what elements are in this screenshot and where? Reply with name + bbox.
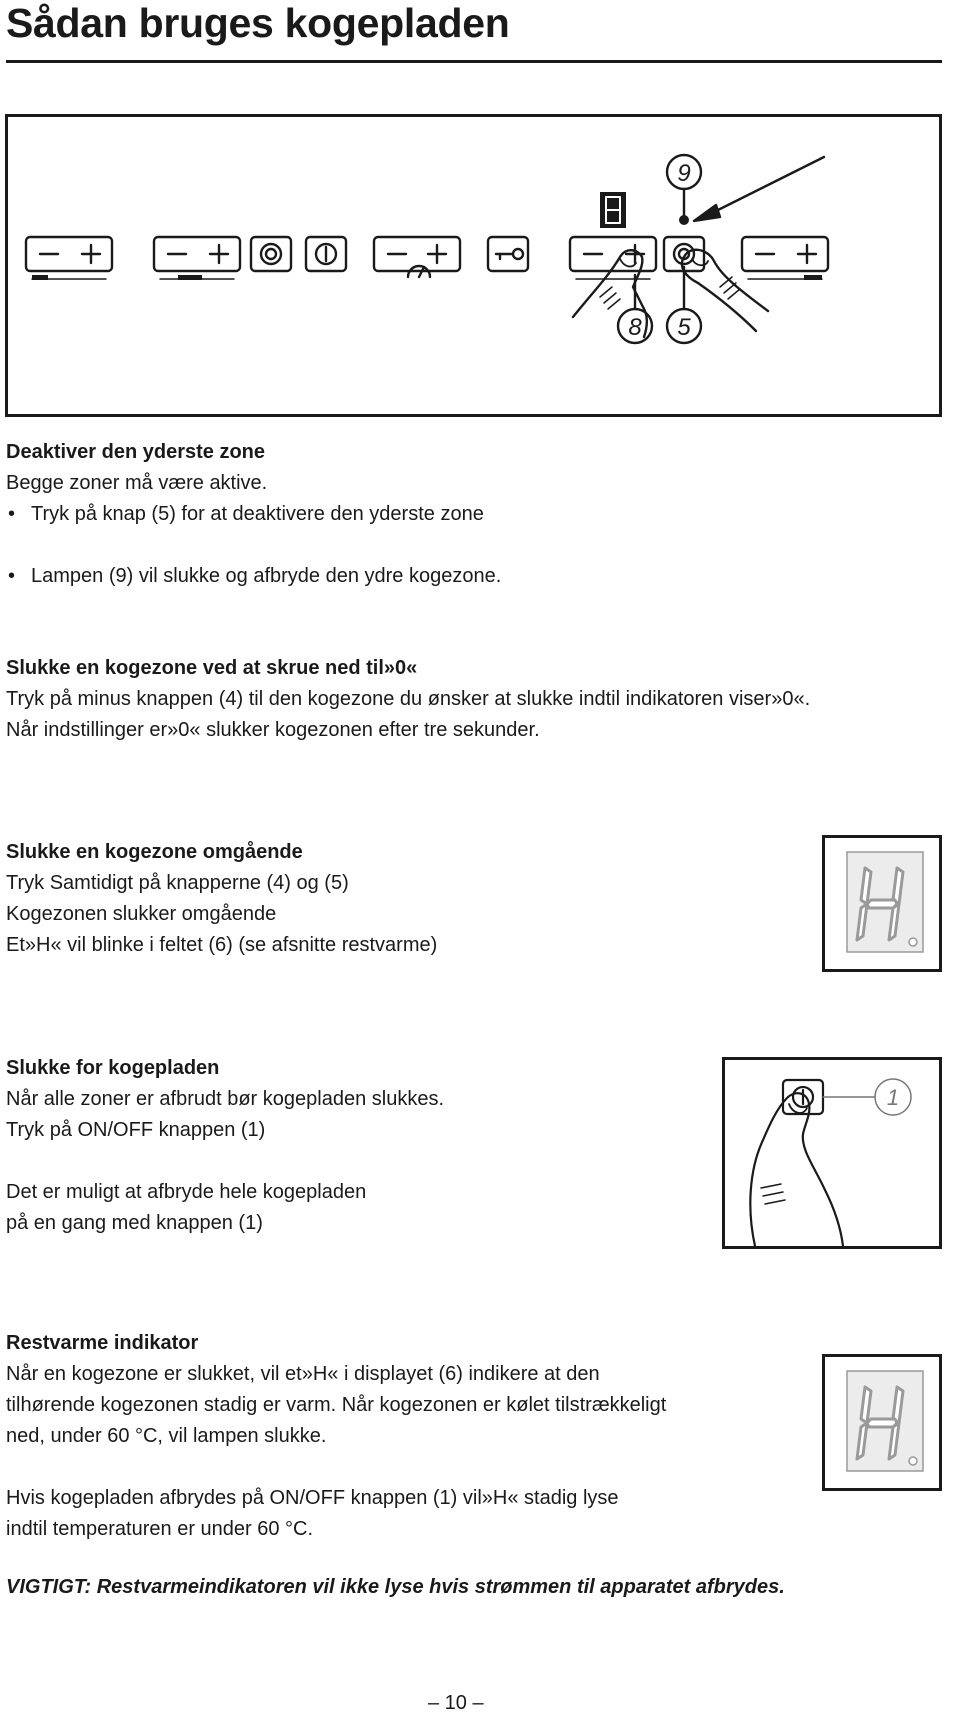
section-5-line-5: Hvis kogepladen afbrydes på ON/OFF knappen (1) vil»H« stadig lyse bbox=[6, 1487, 619, 1509]
section-2-line-1: Tryk på minus knappen (4) til den kogezone du ønsker at slukke indtil indikatoren viser»0«. bbox=[6, 688, 811, 710]
section-1-bullet-2 bbox=[6, 561, 960, 592]
section-2-heading: Slukke en kogezone ved at skrue ned til»0« bbox=[6, 657, 418, 679]
section-3-line-1: Tryk Samtidigt på knapperne (4) og (5) bbox=[6, 872, 349, 894]
section-4-heading: Slukke for kogepladen bbox=[6, 1057, 220, 1079]
dual-zone-button-icon bbox=[251, 237, 291, 271]
section-3-line-3: Et»H« vil blinke i feltet (6) (se afsnitte restvarme) bbox=[6, 934, 438, 956]
section-4-line-5: på en gang med knappen (1) bbox=[6, 1212, 263, 1234]
section-5-line-3: ned, under 60 °C, vil lampen slukke. bbox=[6, 1425, 327, 1447]
section-5-line-2: tilhørende kogezonen stadig er varm. Når kogezonen er kølet tilstrækkeligt bbox=[6, 1394, 667, 1416]
section-4-line-2: Tryk på ON/OFF knappen (1) bbox=[6, 1119, 266, 1141]
bullet-icon: • bbox=[8, 565, 16, 587]
section-2-line-2: Når indstillinger er»0« slukker kogezonen efter tre sekunder. bbox=[6, 719, 540, 741]
section-3-line-2: Kogezonen slukker omgående bbox=[6, 903, 277, 925]
section-5-line-1: Når en kogezone er slukket, vil et»H« i displayet (6) indikere at den bbox=[6, 1363, 600, 1385]
zone-2-plusminus-icon bbox=[154, 237, 240, 280]
callout-1-label: 1 bbox=[886, 1085, 900, 1110]
bullet-text: Lampen (9) vil slukke og afbryde den ydre kogezone. bbox=[31, 565, 502, 587]
on-off-button-icon bbox=[306, 237, 346, 271]
page-number: – 10 – bbox=[428, 1692, 484, 1714]
h-display-figure-1 bbox=[822, 835, 942, 972]
key-lock-button-icon bbox=[488, 237, 528, 271]
callout-9-label: 9 bbox=[677, 160, 691, 187]
section-5-line-6: indtil temperaturen er under 60 °C. bbox=[6, 1518, 314, 1540]
zone-4-plusminus-icon bbox=[742, 237, 828, 280]
bullet-icon: • bbox=[8, 503, 16, 525]
page-title: Sådan bruges kogepladen bbox=[6, 0, 510, 46]
zone-1-plusminus-icon bbox=[26, 237, 112, 280]
h-display-figure-2 bbox=[822, 1354, 942, 1491]
callout-8-label: 8 bbox=[628, 314, 642, 341]
section-4-line-1: Når alle zoner er afbrudt bør kogepladen slukkes. bbox=[6, 1088, 445, 1110]
callout-5-label: 5 bbox=[677, 314, 691, 341]
control-panel-figure bbox=[5, 114, 942, 417]
bullet-text: Tryk på knap (5) for at deaktivere den yderste zone bbox=[31, 503, 484, 525]
seven-segment-display-icon bbox=[600, 192, 626, 228]
timer-plusminus-icon bbox=[374, 237, 460, 277]
section-3-heading: Slukke en kogezone omgående bbox=[6, 841, 303, 863]
section-1-heading: Deaktiver den yderste zone bbox=[6, 441, 265, 463]
title-rule bbox=[6, 60, 942, 63]
finger-icon bbox=[750, 1093, 843, 1246]
lamp-9-indicator-icon bbox=[679, 215, 689, 225]
on-off-press-figure bbox=[722, 1057, 942, 1249]
section-5-heading: Restvarme indikator bbox=[6, 1332, 199, 1354]
warning-text: VIGTIGT: Restvarmeindikatoren vil ikke lyse hvis strømmen til apparatet afbrydes. bbox=[6, 1576, 785, 1598]
section-1-bullet-1 bbox=[6, 499, 960, 530]
section-1-line-1: Begge zoner må være aktive. bbox=[6, 472, 268, 494]
section-4-line-4: Det er muligt at afbryde hele kogepladen bbox=[6, 1181, 367, 1203]
